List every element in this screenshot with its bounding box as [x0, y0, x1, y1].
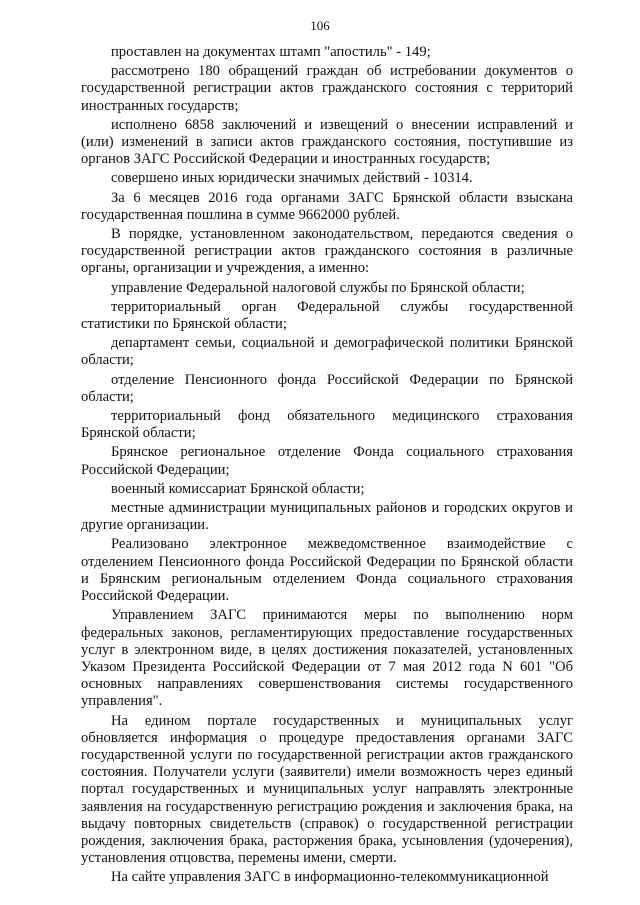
paragraph: департамент семьи, социальной и демографической политики Брянской области;	[81, 335, 573, 369]
paragraph: военный комиссариат Брянской области;	[111, 480, 365, 497]
paragraph: проставлен на документах штамп "апостиль" - 149;	[111, 44, 431, 60]
paragraph: рассмотрено 180 обращений граждан об истребовании документов о государственной регистрации актов гражданского состояния с территорий иностранных государств;	[81, 63, 573, 114]
body-text	[81, 44, 573, 887]
paragraph: управление Федеральной налоговой службы по Брянской области;	[111, 279, 525, 296]
paragraph: отделение Пенсионного фонда Российской Федерации по Брянской области;	[81, 371, 573, 405]
paragraph: местные администрации муниципальных районов и городских округов и другие организации.	[81, 500, 573, 534]
paragraph: За 6 месяцев 2016 года органами ЗАГС Брянской области взыскана государственная пошлина в сумме 9662000 рублей.	[81, 189, 573, 223]
paragraph: На едином портале государственных и муниципальных услуг обновляется информация о процедуре предоставления органами ЗАГС государственной услуги по государственной регистрации актов гражданского состояния. Получатели услуги (заявители) имели возможность через единый портал государственных и муниципальных услуг направлять электронные заявления на государственную регистрацию рождения и заключения брака, на выдачу повторных свидетельств (справок) о государственной регистрации рождения, заключения брака, расторжения брака, усыновления (удочерения), установления отцовства, перемены имени, смерти.	[81, 712, 573, 867]
paragraph: В порядке, установленном законодательством, передаются сведения о государственной регистрации актов гражданского состояния в различные органы, организации и учреждения, а именно:	[81, 226, 573, 277]
paragraph: совершено иных юридически значимых действий - 10314.	[111, 170, 473, 187]
paragraph: На сайте управления ЗАГС в информационно-телекоммуникационной	[111, 869, 549, 886]
paragraph: Управлением ЗАГС принимаются меры по выполнению норм федеральных законов, регламентирующих предоставление государственных услуг в электронном виде, в целях достижения показателей, установленных Указом Президента Российской Федерации от 7 мая 2012 года N 601 "Об основных направлениях совершенствования системы государственного управления".	[81, 607, 573, 710]
page-number: 106	[310, 18, 330, 33]
paragraph: исполнено 6858 заключений и извещений о внесении исправлений и (или) изменений в записи актов гражданского состояния, поступившие из органов ЗАГС Российской Федерации и иностранных государств;	[81, 116, 573, 168]
paragraph: территориальный фонд обязательного медицинского страхования Брянской области;	[81, 408, 573, 442]
paragraph: Брянское региональное отделение Фонда социального страхования Российской Федерации;	[81, 444, 573, 478]
paragraph: Реализовано электронное межведомственное взаимодействие с отделением Пенсионного фонда Российской Федерации по Брянской области и Брянским региональным отделением Фонда социального страхования Российской Федерации.	[81, 536, 573, 605]
paragraph: территориальный орган Федеральной службы государственной статистики по Брянской области;	[81, 298, 573, 333]
